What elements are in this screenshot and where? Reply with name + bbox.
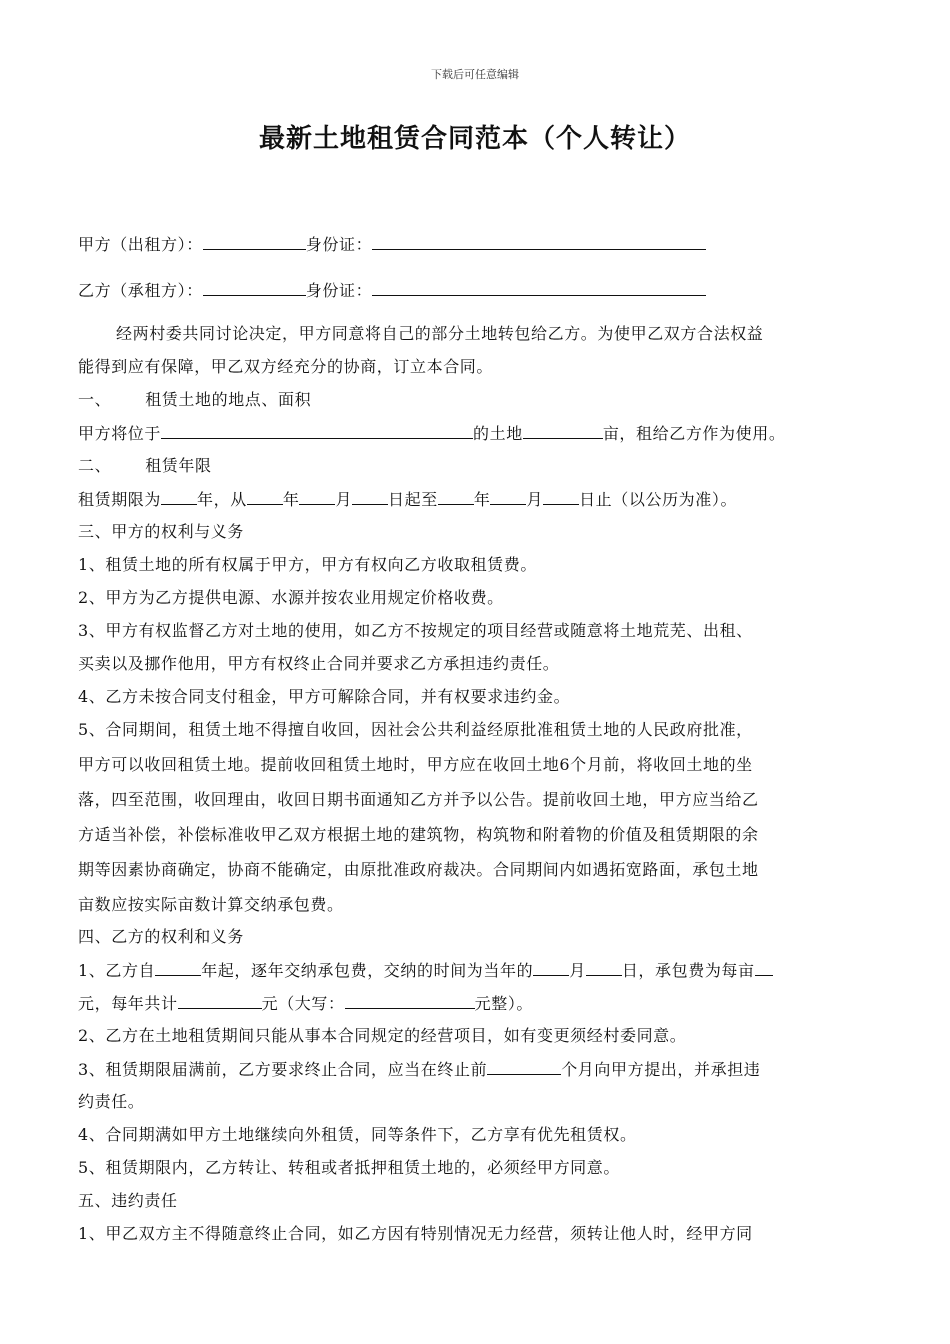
party-a-id-blank[interactable] <box>372 233 706 250</box>
section-2-heading <box>78 455 212 477</box>
start-day-blank[interactable] <box>352 488 388 505</box>
party-b-label: 乙方（承租方）： <box>78 281 203 300</box>
section-4-item-5: 5、租赁期限内，乙方转让、转租或者抵押租赁土地的，必须经甲方同意。 <box>78 1158 620 1177</box>
section-3-item-3-line-2: 买卖以及挪作他用，甲方有权终止合同并要求乙方承担违约责任。 <box>78 654 560 673</box>
party-a-name-blank[interactable] <box>203 233 306 250</box>
text-segment: 日止（以公历为准）。 <box>579 490 738 509</box>
section-4-item-2: 2、乙方在土地租赁期间只能从事本合同规定的经营项目，如有变更须经村委同意。 <box>78 1026 687 1045</box>
area-blank[interactable] <box>523 422 603 439</box>
section-2-para <box>78 488 737 511</box>
document-title: 最新土地租赁合同范本（个人转让） <box>258 124 691 154</box>
location-blank[interactable] <box>161 422 473 439</box>
section-3-item-2: 2、甲方为乙方提供电源、水源并按农业用规定价格收费。 <box>78 588 504 607</box>
section-3-item-5-line-6: 亩数应按实际亩数计算交纳承包费。 <box>78 895 344 914</box>
text-segment: 年，从 <box>197 490 247 509</box>
intro-line-1: 经两村委共同讨论决定，甲方同意将自己的部分土地转包给乙方。为使甲乙双方合法权益 <box>116 324 764 343</box>
section-3-item-5-line-2: 甲方可以收回租赁土地。提前收回租赁土地时，甲方应在收回土地6个月前，将收回土地的坐 <box>78 755 753 774</box>
section-4-item-3-line-2: 约责任。 <box>78 1092 145 1111</box>
party-b-id-blank[interactable] <box>372 279 706 296</box>
section-5-item-1: 1、甲乙双方主不得随意终止合同，如乙方因有特别情况无力经营，须转让他人时，经甲方同 <box>78 1224 753 1243</box>
text-segment: 3、租赁期限届满前，乙方要求终止合同，应当在终止前 <box>78 1060 488 1079</box>
section-3-item-5-line-4: 方适当补偿，补偿标准收甲乙双方根据土地的建筑物，构筑物和附着物的价值及租赁期限的余 <box>78 825 759 844</box>
section-4-heading: 四、乙方的权利和义务 <box>78 927 245 946</box>
start-year-blank[interactable] <box>247 488 283 505</box>
section-4-item-1-line-2 <box>78 992 533 1015</box>
text-segment: 租赁期限为 <box>78 490 162 509</box>
section-3-item-4: 4、乙方未按合同支付租金，甲方可解除合同，并有权要求违约金。 <box>78 687 571 706</box>
text-segment: 元，每年共计 <box>78 994 178 1013</box>
section-3-item-5-line-1: 5、合同期间，租赁土地不得擅自收回，因社会公共利益经原批准租赁土地的人民政府批准， <box>78 720 753 739</box>
start-year-blank[interactable] <box>155 959 201 976</box>
section-4-item-3-line-1 <box>78 1058 760 1081</box>
text-segment: 月 <box>335 490 353 509</box>
text-segment: 元（大写： <box>261 994 345 1013</box>
intro-line-2: 能得到应有保障，甲乙双方经充分的协商，订立本合同。 <box>78 357 494 376</box>
text-segment: 甲方将位于 <box>78 424 162 443</box>
text-segment: 月 <box>569 961 586 980</box>
text-segment: 日起至 <box>388 490 438 509</box>
end-year-blank[interactable] <box>438 488 474 505</box>
amount-in-words-blank[interactable] <box>345 992 475 1009</box>
section-3-item-5-line-3: 落，四至范围，收回理由，收回日期书面通知乙方并予以公告。提前收回土地，甲方应当给乙 <box>78 790 759 809</box>
section-3-item-3-line-1: 3、甲方有权监督乙方对土地的使用，如乙方不按规定的项目经营或随意将土地荒芜、出租、 <box>78 621 753 640</box>
text-segment: 年起，逐年交纳承包费，交纳的时间为当年的 <box>201 961 534 980</box>
section-3-item-5-line-5: 期等因素协商确定，协商不能确定，由原批准政府裁决。合同期间内如遇拓宽路面，承包土地 <box>78 860 759 879</box>
section-3-heading: 三、甲方的权利与义务 <box>78 522 245 541</box>
header-note: 下载后可任意编辑 <box>431 68 519 81</box>
pay-day-blank[interactable] <box>586 959 622 976</box>
text-segment: 年 <box>282 490 300 509</box>
section-1-number: 一、 <box>78 390 112 409</box>
pay-month-blank[interactable] <box>533 959 569 976</box>
section-3-item-1: 1、租赁土地的所有权属于甲方，甲方有权向乙方收取租赁费。 <box>78 555 537 574</box>
start-month-blank[interactable] <box>299 488 335 505</box>
text-segment: 个月向甲方提出，并承担违 <box>561 1060 761 1079</box>
party-b-line <box>78 279 706 302</box>
end-day-blank[interactable] <box>543 488 579 505</box>
section-2-title: 租赁年限 <box>145 456 212 475</box>
section-2-number: 二、 <box>78 456 112 475</box>
section-1-heading <box>78 389 311 411</box>
section-4-item-1-line-1 <box>78 959 773 982</box>
fee-per-mu-blank[interactable] <box>755 959 773 976</box>
text-segment: 亩，租给乙方作为使用。 <box>602 424 786 443</box>
text-segment: 元整）。 <box>474 994 534 1013</box>
section-1-para <box>78 422 785 445</box>
text-segment: 日，承包费为每亩 <box>621 961 755 980</box>
section-4-item-4: 4、合同期满如甲方土地继续向外租赁，同等条件下，乙方享有优先租赁权。 <box>78 1125 637 1144</box>
section-5-heading: 五、违约责任 <box>78 1191 178 1210</box>
text-segment: 1、乙方自 <box>78 961 156 980</box>
annual-total-blank[interactable] <box>178 992 262 1009</box>
party-a-id-label: 身份证： <box>305 235 373 254</box>
text-segment: 的土地 <box>473 424 523 443</box>
end-month-blank[interactable] <box>490 488 526 505</box>
party-b-name-blank[interactable] <box>203 279 306 296</box>
section-1-title: 租赁土地的地点、面积 <box>145 390 312 409</box>
notice-months-blank[interactable] <box>487 1058 561 1075</box>
years-blank[interactable] <box>161 488 197 505</box>
text-segment: 月 <box>526 490 544 509</box>
party-a-line <box>78 233 706 256</box>
party-a-label: 甲方（出租方）： <box>78 235 203 254</box>
text-segment: 年 <box>473 490 491 509</box>
party-b-id-label: 身份证： <box>305 281 373 300</box>
